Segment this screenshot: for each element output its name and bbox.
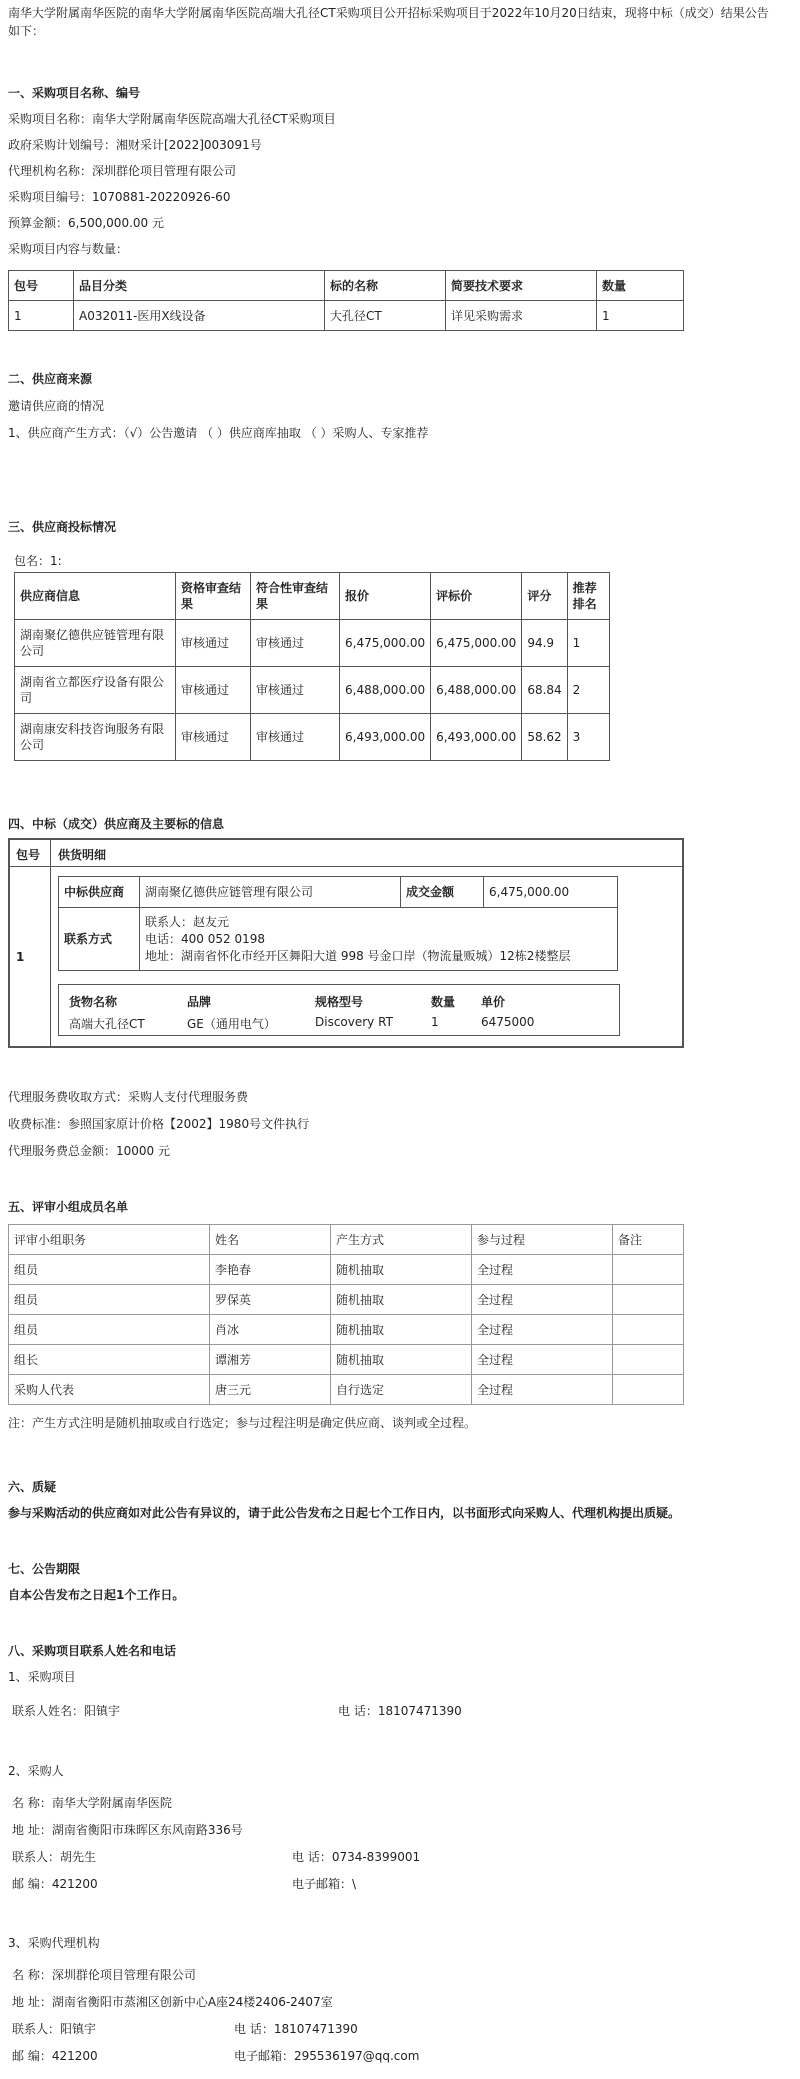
table-cell: 采购人代表 — [9, 1375, 210, 1405]
table-header: 资格审查结果 — [176, 573, 251, 620]
section-8-heading: 八、采购项目联系人姓名和电话 — [8, 1644, 177, 1658]
goods-header: 数量 — [431, 995, 456, 1009]
table-row — [15, 667, 610, 714]
goods-header: 货物名称 — [69, 995, 118, 1009]
fee-total: 代理服务费总金额：10000 元 — [8, 1144, 170, 1158]
table-cell: 肖冰 — [210, 1315, 331, 1345]
table-header-row — [9, 1225, 684, 1255]
table-cell: 6,475,000.00 — [340, 620, 431, 667]
objection-text: 参与采购活动的供应商如对此公告有异议的，请于此公告发布之日起七个工作日内，以书面形式向采购人、代理机构提出质疑。 — [8, 1506, 681, 1520]
section-7-heading: 七、公告期限 — [8, 1562, 81, 1576]
goods-cell: GE（通用电气） — [187, 1017, 276, 1031]
amount-label: 成交金额 — [401, 877, 484, 908]
table-cell: 6,493,000.00 — [431, 714, 522, 761]
table-header: 产生方式 — [331, 1225, 472, 1255]
table-cell — [613, 1315, 684, 1345]
agency-name-line: 名 称：深圳群伦项目管理有限公司 — [12, 1968, 196, 1982]
winner-divider — [10, 866, 682, 867]
supplier-method: 1、供应商产生方式：（√）公告邀请 （ ）供应商库抽取 （ ）采购人、专家推荐 — [8, 426, 429, 440]
table-cell: 详见采购需求 — [446, 301, 597, 331]
table-cell: 审核通过 — [176, 667, 251, 714]
table-header: 评分 — [522, 573, 567, 620]
section-4-heading: 四、中标（成交）供应商及主要标的信息 — [8, 817, 225, 831]
winner-col-detail: 供货明细 — [58, 848, 107, 862]
table-cell — [613, 1255, 684, 1285]
table-row — [9, 1345, 684, 1375]
project-phone: 电 话：18107471390 — [338, 1704, 462, 1718]
purchaser-phone: 电 话：0734-8399001 — [292, 1850, 421, 1864]
fee-standard: 收费标准：参照国家原计价格【2002】1980号文件执行 — [8, 1117, 310, 1131]
table-header: 供应商信息 — [15, 573, 176, 620]
table-cell: 58.62 — [522, 714, 567, 761]
table-header: 参与过程 — [472, 1225, 613, 1255]
goods-cell: 6475000 — [481, 1015, 535, 1029]
table-cell: 湖南聚亿德供应链管理有限公司 — [15, 620, 176, 667]
purchaser-zip: 邮 编：421200 — [12, 1877, 98, 1891]
section-6-heading: 六、质疑 — [8, 1480, 57, 1494]
table-header: 报价 — [340, 573, 431, 620]
table-cell: 全过程 — [472, 1255, 613, 1285]
winner-info-table — [58, 876, 618, 971]
table-cell: 随机抽取 — [331, 1285, 472, 1315]
section-2-heading: 二、供应商来源 — [8, 372, 93, 386]
contact-label: 联系方式 — [59, 908, 140, 971]
goods-header: 品牌 — [187, 995, 212, 1009]
table-cell — [613, 1345, 684, 1375]
table-cell: 全过程 — [472, 1285, 613, 1315]
winner-col-divider — [50, 840, 51, 1046]
table-cell: 全过程 — [472, 1375, 613, 1405]
purchaser-contact: 联系人：胡先生 — [12, 1850, 97, 1864]
project-contact: 联系人姓名：阳镇宇 — [12, 1704, 121, 1718]
sub-purchaser: 2、采购人 — [8, 1764, 64, 1778]
agency-name: 代理机构名称：深圳群伦项目管理有限公司 — [8, 164, 237, 178]
table-cell: 组员 — [9, 1315, 210, 1345]
table-cell — [613, 1375, 684, 1405]
agency-zip: 邮 编：421200 — [12, 2049, 98, 2063]
agency-email: 电子邮箱：295536197@qq.com — [234, 2049, 420, 2063]
contact-phone: 电话：400 052 0198 — [145, 931, 265, 946]
goods-cell: Discovery RT — [315, 1015, 393, 1029]
table-cell: 审核通过 — [251, 714, 340, 761]
goods-header: 单价 — [481, 995, 506, 1009]
agency-phone: 电 话：18107471390 — [234, 2022, 358, 2036]
table-header: 简要技术要求 — [446, 271, 597, 301]
contact-cell — [140, 908, 618, 971]
items-table — [8, 270, 684, 331]
winner-col-package: 包号 — [16, 848, 41, 862]
supplier-source-label: 邀请供应商的情况 — [8, 399, 105, 413]
table-cell: 6,488,000.00 — [340, 667, 431, 714]
table-cell: 随机抽取 — [331, 1255, 472, 1285]
budget-amount: 预算金额：6,500,000.00 元 — [8, 216, 164, 230]
table-cell: 组员 — [9, 1255, 210, 1285]
bids-table — [14, 572, 610, 761]
table-cell: 组员 — [9, 1285, 210, 1315]
table-cell: 谭湘芳 — [210, 1345, 331, 1375]
table-header-row — [15, 573, 610, 620]
table-header: 推荐排名 — [567, 573, 609, 620]
sub-project: 1、采购项目 — [8, 1670, 76, 1684]
table-row — [9, 301, 684, 331]
table-header: 姓名 — [210, 1225, 331, 1255]
goods-block — [58, 984, 620, 1036]
contact-person: 联系人：赵友元 — [145, 914, 230, 929]
table-header: 包号 — [9, 271, 74, 301]
committee-table — [8, 1224, 684, 1405]
table-header-row — [9, 271, 684, 301]
content-label: 采购项目内容与数量： — [8, 242, 129, 256]
table-cell: 全过程 — [472, 1315, 613, 1345]
fee-method: 代理服务费收取方式：采购人支付代理服务费 — [8, 1090, 249, 1104]
committee-note: 注：产生方式注明是随机抽取或自行选定；参与过程注明是确定供应商、谈判或全过程。 — [8, 1416, 477, 1430]
table-row — [15, 620, 610, 667]
table-row — [9, 1255, 684, 1285]
package-label: 包名：1: — [14, 554, 62, 568]
table-cell: 审核通过 — [176, 620, 251, 667]
table-cell: 全过程 — [472, 1345, 613, 1375]
plan-number: 政府采购计划编号：湘财采计[2022]003091号 — [8, 138, 262, 152]
table-cell: 随机抽取 — [331, 1345, 472, 1375]
table-cell: 6,488,000.00 — [431, 667, 522, 714]
table-header: 评标价 — [431, 573, 522, 620]
section-1-heading: 一、采购项目名称、编号 — [8, 86, 141, 100]
table-cell: A032011-医用X线设备 — [74, 301, 325, 331]
table-cell: 随机抽取 — [331, 1315, 472, 1345]
purchaser-address: 地 址：湖南省衡阳市珠晖区东风南路336号 — [12, 1823, 243, 1837]
winner-label: 中标供应商 — [59, 877, 140, 908]
table-cell: 自行选定 — [331, 1375, 472, 1405]
table-header: 备注 — [613, 1225, 684, 1255]
goods-cell: 高端大孔径CT — [69, 1017, 145, 1031]
section-3-heading: 三、供应商投标情况 — [8, 520, 117, 534]
table-header: 数量 — [597, 271, 684, 301]
table-row — [59, 908, 618, 971]
table-cell: 组长 — [9, 1345, 210, 1375]
table-row — [9, 1315, 684, 1345]
table-cell: 罗保英 — [210, 1285, 331, 1315]
section-5-heading: 五、评审小组成员名单 — [8, 1200, 129, 1214]
table-cell: 李艳春 — [210, 1255, 331, 1285]
purchaser-email: 电子邮箱：\ — [292, 1877, 357, 1891]
table-cell: 湖南省立都医疗设备有限公司 — [15, 667, 176, 714]
table-cell: 审核通过 — [251, 620, 340, 667]
winner-box — [8, 838, 684, 1048]
sub-agency: 3、采购代理机构 — [8, 1936, 100, 1950]
table-cell: 唐三元 — [210, 1375, 331, 1405]
table-cell: 审核通过 — [176, 714, 251, 761]
table-cell: 审核通过 — [251, 667, 340, 714]
table-row — [9, 1285, 684, 1315]
table-cell: 1 — [9, 301, 74, 331]
agency-contact: 联系人：阳镇宇 — [12, 2022, 97, 2036]
table-cell: 1 — [597, 301, 684, 331]
winner-value: 湖南聚亿德供应链管理有限公司 — [140, 877, 401, 908]
goods-header: 规格型号 — [315, 995, 364, 1009]
winner-package-number: 1 — [16, 950, 25, 964]
table-row — [59, 877, 618, 908]
amount-value: 6,475,000.00 — [484, 877, 618, 908]
table-cell: 大孔径CT — [325, 301, 446, 331]
table-row — [15, 714, 610, 761]
table-cell: 3 — [567, 714, 609, 761]
project-name: 采购项目名称：南华大学附属南华医院高端大孔径CT采购项目 — [8, 112, 336, 126]
table-cell: 湖南康安科技咨询服务有限公司 — [15, 714, 176, 761]
table-cell: 1 — [567, 620, 609, 667]
table-cell: 6,493,000.00 — [340, 714, 431, 761]
purchaser-name: 名 称：南华大学附属南华医院 — [12, 1796, 172, 1810]
table-cell: 6,475,000.00 — [431, 620, 522, 667]
period-text: 自本公告发布之日起1个工作日。 — [8, 1588, 185, 1602]
table-cell: 2 — [567, 667, 609, 714]
table-row — [9, 1375, 684, 1405]
table-header: 标的名称 — [325, 271, 446, 301]
table-header: 品目分类 — [74, 271, 325, 301]
project-number: 采购项目编号：1070881-20220926-60 — [8, 190, 231, 204]
intro-text: 南华大学附属南华医院的南华大学附属南华医院高端大孔径CT采购项目公开招标采购项目于2022年10月20日结束，现将中标（成交）结果公告如下： — [8, 6, 769, 38]
table-cell: 94.9 — [522, 620, 567, 667]
table-cell — [613, 1285, 684, 1315]
table-header: 符合性审查结果 — [251, 573, 340, 620]
agency-address: 地 址：湖南省衡阳市蒸湘区创新中心A座24楼2406-2407室 — [12, 1995, 333, 2009]
goods-cell: 1 — [431, 1015, 439, 1029]
table-cell: 68.84 — [522, 667, 567, 714]
table-header: 评审小组职务 — [9, 1225, 210, 1255]
contact-address: 地址：湖南省怀化市经开区舞阳大道 998 号金口岸（物流量贩城）12栋2楼整层 — [145, 948, 571, 963]
